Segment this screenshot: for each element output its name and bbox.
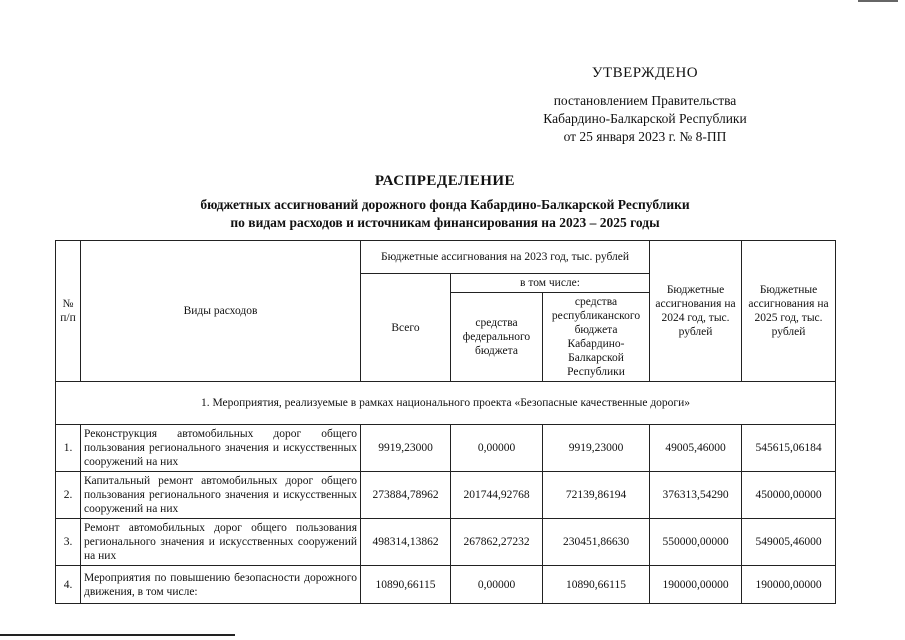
row-total: 9919,23000 [361,425,451,472]
header-2024: Бюджетные ассигнования на 2024 год, тыс. рублей [650,241,742,382]
row-total: 498314,13862 [361,519,451,566]
row-number: 2. [56,472,81,519]
row-federal: 267862,27232 [451,519,543,566]
row-2024: 49005,46000 [650,425,742,472]
row-name: Мероприятия по повышению безопасности дорожного движения, в том числе: [81,566,361,604]
row-republic: 9919,23000 [543,425,650,472]
row-2024: 550000,00000 [650,519,742,566]
row-2025: 545615,06184 [742,425,836,472]
header-republic: средства республиканского бюджета Кабардино-Балкарской Республики [543,293,650,382]
row-name: Реконструкция автомобильных дорог общего пользования регионального значения и искусственных сооружений на них [81,425,361,472]
approval-line-1: постановлением Правительства [553,93,737,108]
section-heading: 1. Мероприятия, реализуемые в рамках национального проекта «Безопасные качественные дороги» [56,382,836,425]
footnote-rule [0,634,235,636]
budget-table [55,240,836,604]
row-number: 3. [56,519,81,566]
row-republic: 10890,66115 [543,566,650,604]
approval-line-2: Кабардино-Балкарской Республики [543,111,747,126]
row-total: 273884,78962 [361,472,451,519]
approval-line-3: от 25 января 2023 г. № 8-ПП [563,129,727,144]
row-total: 10890,66115 [361,566,451,604]
row-republic: 230451,86630 [543,519,650,566]
corner-mark [858,0,898,2]
row-number: 1. [56,425,81,472]
row-2024: 190000,00000 [650,566,742,604]
row-2024: 376313,54290 [650,472,742,519]
approval-block [500,64,790,146]
row-federal: 0,00000 [451,566,543,604]
row-2025: 549005,46000 [742,519,836,566]
row-name: Ремонт автомобильных дорог общего пользования регионального значения и искусственных сооружений на них [81,519,361,566]
header-2023: Бюджетные ассигнования на 2023 год, тыс. рублей [361,241,650,274]
title-line-1: бюджетных ассигнований дорожного фонда Кабардино-Балкарской Республики [200,197,690,212]
table-row [56,425,836,472]
row-republic: 72139,86194 [543,472,650,519]
document-title [150,173,740,232]
approval-heading: УТВЕРЖДЕНО [591,65,699,81]
row-2025: 190000,00000 [742,566,836,604]
header-including: в том числе: [451,274,650,293]
row-number: 4. [56,566,81,604]
table-row [56,519,836,566]
header-federal: средства федерального бюджета [451,293,543,382]
table-row [56,472,836,519]
row-federal: 0,00000 [451,425,543,472]
header-number: № п/п [56,241,81,382]
row-federal: 201744,92768 [451,472,543,519]
header-total: Всего [361,274,451,382]
row-2025: 450000,00000 [742,472,836,519]
table-row [56,566,836,604]
title-line-2: по видам расходов и источникам финансирования на 2023 – 2025 годы [230,215,660,230]
title-main: РАСПРЕДЕЛЕНИЕ [374,173,516,189]
header-expense-type: Виды расходов [81,241,361,382]
header-2025: Бюджетные ассигнования на 2025 год, тыс. рублей [742,241,836,382]
row-name: Капитальный ремонт автомобильных дорог общего пользования регионального значения и искусственных сооружений на них [81,472,361,519]
